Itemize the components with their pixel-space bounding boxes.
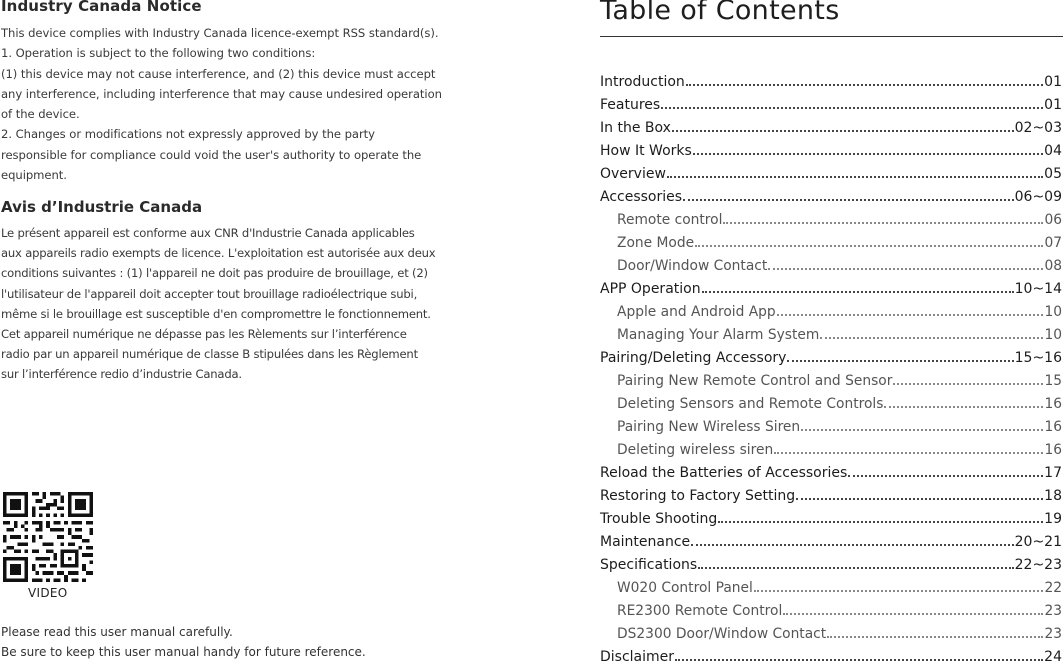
toc-entry-label: Specifications — [600, 557, 698, 573]
ic-line: responsible for compliance could void the user's authority to operate the — [1, 147, 422, 162]
toc-entry-label: Trouble Shooting — [600, 511, 718, 527]
toc-entry[interactable] — [600, 458, 1062, 481]
toc-leader-dots — [667, 176, 1043, 178]
toc-entry[interactable] — [600, 481, 1062, 504]
fr-notice-heading: Avis d’Industrie Canada — [1, 198, 203, 216]
toc-page-number: 10 — [1044, 327, 1062, 343]
toc-subentry[interactable] — [600, 435, 1062, 458]
toc-entry-label: Accessories — [600, 189, 683, 205]
toc-entry-label: Disclaimer — [600, 649, 675, 665]
toc-page-number: 08 — [1044, 258, 1062, 274]
toc-entry-label: Overview — [600, 166, 666, 182]
toc-title: Table of Contents — [600, 0, 840, 26]
toc-leader-dots — [661, 107, 1043, 109]
toc-leader-dots — [783, 613, 1043, 615]
toc-entry-label: Remote control — [617, 212, 723, 228]
toc-page-number: 16 — [1044, 442, 1062, 458]
toc-page-number: 15 — [1044, 373, 1062, 389]
toc-subentry[interactable] — [600, 573, 1062, 596]
toc-page-number: 23 — [1044, 626, 1062, 642]
toc-leader-dots — [893, 383, 1043, 385]
toc-entry-label: Pairing/Deleting Accessory — [600, 350, 787, 366]
fr-line: Cet appareil numérique ne dépasse pas les Rèlements sur l’interférence — [1, 327, 407, 342]
toc-subentry[interactable] — [600, 320, 1062, 343]
toc-page-number: 01 — [1044, 97, 1062, 113]
toc-subentry[interactable] — [600, 366, 1062, 389]
toc-leader-dots — [777, 314, 1044, 316]
toc-leader-dots — [718, 521, 1043, 523]
toc-entry[interactable] — [600, 113, 1062, 136]
toc-leader-dots — [686, 84, 1043, 86]
toc-subentry[interactable] — [600, 297, 1062, 320]
toc-page-number: 16 — [1044, 419, 1062, 435]
toc-subentry[interactable] — [600, 619, 1062, 642]
toc-page-number: 15~16 — [1014, 350, 1062, 366]
toc-entry-label: Door/Window Contact — [617, 258, 768, 274]
toc-page-number: 06~09 — [1014, 189, 1062, 205]
ic-line: equipment. — [1, 168, 67, 183]
toc-entry-label: Deleting wireless siren — [617, 442, 774, 458]
fr-line: même si le brouillage est susceptible d'en compromettre le fonctionnement. — [1, 306, 431, 321]
toc-leader-dots — [768, 268, 1043, 270]
footer-line: Be sure to keep this user manual handy for future reference. — [1, 645, 366, 659]
toc-entry-label: Features — [600, 97, 661, 113]
toc-entry[interactable] — [600, 642, 1062, 665]
toc-entry-label: Introduction — [600, 74, 685, 90]
toc-leader-dots — [827, 636, 1043, 638]
toc-leader-dots — [672, 130, 1014, 132]
toc-leader-dots — [702, 291, 1014, 293]
toc-entry-label: DS2300 Door/Window Contact — [617, 626, 827, 642]
ic-line: 1. Operation is subject to the following two conditions: — [1, 46, 316, 61]
toc-subentry[interactable] — [600, 596, 1062, 619]
toc-leader-dots — [796, 498, 1043, 500]
toc-page-number: 23 — [1044, 603, 1062, 619]
toc-page-number: 01 — [1044, 74, 1062, 90]
toc-page-number: 10 — [1044, 304, 1062, 320]
toc-entry-label: Apple and Android App — [617, 304, 776, 320]
toc-entry-label: Zone Mode — [617, 235, 695, 251]
toc-entry[interactable] — [600, 527, 1062, 550]
qr-label: VIDEO — [28, 586, 68, 600]
toc-entry-label: Pairing New Wireless Siren — [617, 419, 801, 435]
video-qr-code[interactable] — [3, 492, 93, 582]
toc-leader-dots — [693, 153, 1043, 155]
toc-page-number: 22~23 — [1014, 557, 1062, 573]
toc-page-number: 04 — [1044, 143, 1062, 159]
toc-page — [600, 0, 1063, 665]
ic-line: of the device. — [1, 107, 80, 122]
ic-line: (1) this device may not cause interference, and (2) this device must accept — [1, 66, 436, 81]
toc-entry-label: How It Works — [600, 143, 692, 159]
toc-leader-dots — [884, 406, 1043, 408]
toc-page-number: 19 — [1044, 511, 1062, 527]
toc-page-number: 07 — [1044, 235, 1062, 251]
toc-entry-label: Restoring to Factory Setting — [600, 488, 796, 504]
toc-leader-dots — [754, 590, 1044, 592]
toc-page-number: 22 — [1044, 580, 1062, 596]
ic-line: This device complies with Industry Canada licence-exempt RSS standard(s). — [1, 26, 439, 40]
ic-line: any interference, including interference that may cause undesired operation — [1, 86, 442, 101]
fr-line: conditions suivantes : (1) l'appareil ne doit pas produire de brouillage, et (2) — [1, 266, 428, 281]
footer-note — [1, 622, 366, 662]
ic-notice-heading: Industry Canada Notice — [1, 0, 202, 15]
toc-leader-dots — [683, 199, 1014, 201]
footer-line: Please read this user manual carefully. — [1, 625, 233, 639]
toc-leader-dots — [820, 337, 1043, 339]
toc-divider — [600, 36, 1063, 37]
toc-entry[interactable] — [600, 136, 1062, 159]
toc-entry[interactable] — [600, 159, 1062, 182]
toc-leader-dots — [695, 245, 1043, 247]
toc-entry-label: Maintenance — [600, 534, 691, 550]
toc-subentry[interactable] — [600, 389, 1062, 412]
toc-leader-dots — [691, 544, 1013, 546]
fr-line: radio par un appareil numérique de classe B stipulées dans les Règlement — [1, 347, 418, 362]
toc-entry[interactable] — [600, 90, 1062, 113]
toc-subentry[interactable] — [600, 251, 1062, 274]
toc-entry-label: APP Operation — [600, 281, 701, 297]
toc-subentry[interactable] — [600, 205, 1062, 228]
ic-notice-body — [1, 23, 466, 185]
fr-line: aux appareils radio exempts de licence. L'exploitation est autorisée aux deux — [1, 246, 436, 261]
fr-line: Le présent appareil est conforme aux CNR d'Industrie Canada applicables — [1, 226, 415, 240]
toc-leader-dots — [787, 360, 1013, 362]
toc-entry-label: Reload the Batteries of Accessories — [600, 465, 848, 481]
toc-entry[interactable] — [600, 274, 1062, 297]
toc-list — [600, 67, 1062, 665]
toc-page-number: 10~14 — [1014, 281, 1062, 297]
toc-page-number: 06 — [1044, 212, 1062, 228]
toc-subentry[interactable] — [600, 412, 1062, 435]
toc-entry-label: RE2300 Remote Control — [617, 603, 783, 619]
toc-page-number: 20~21 — [1014, 534, 1062, 550]
toc-page-number: 18 — [1044, 488, 1062, 504]
toc-entry[interactable] — [600, 550, 1062, 573]
fr-notice-body — [1, 223, 466, 385]
left-page — [0, 0, 470, 661]
toc-leader-dots — [698, 567, 1013, 569]
toc-entry-label: Managing Your Alarm System — [617, 327, 820, 343]
toc-entry[interactable] — [600, 343, 1062, 366]
toc-page-number: 17 — [1044, 465, 1062, 481]
toc-entry-label: W020 Control Panel — [617, 580, 753, 596]
toc-leader-dots — [801, 429, 1043, 431]
toc-page-number: 24 — [1044, 649, 1062, 665]
toc-entry-label: Pairing New Remote Control and Sensor — [617, 373, 893, 389]
toc-subentry[interactable] — [600, 228, 1062, 251]
toc-page-number: 02~03 — [1014, 120, 1062, 136]
toc-entry-label: In the Box — [600, 120, 671, 136]
fr-line: sur l’interférence redio d’industrie Canada. — [1, 367, 242, 382]
toc-leader-dots — [774, 452, 1043, 454]
toc-page-number: 16 — [1044, 396, 1062, 412]
toc-entry-label: Deleting Sensors and Remote Controls — [617, 396, 884, 412]
toc-leader-dots — [848, 475, 1043, 477]
ic-line: 2. Changes or modifications not expressly approved by the party — [1, 127, 375, 142]
toc-entry[interactable] — [600, 67, 1062, 90]
toc-entry[interactable] — [600, 182, 1062, 205]
toc-page-number: 05 — [1044, 166, 1062, 182]
toc-entry[interactable] — [600, 504, 1062, 527]
fr-line: l'utilisateur de l'appareil doit accepter tout brouillage radioélectrique subi, — [1, 286, 418, 301]
toc-leader-dots — [723, 222, 1043, 224]
